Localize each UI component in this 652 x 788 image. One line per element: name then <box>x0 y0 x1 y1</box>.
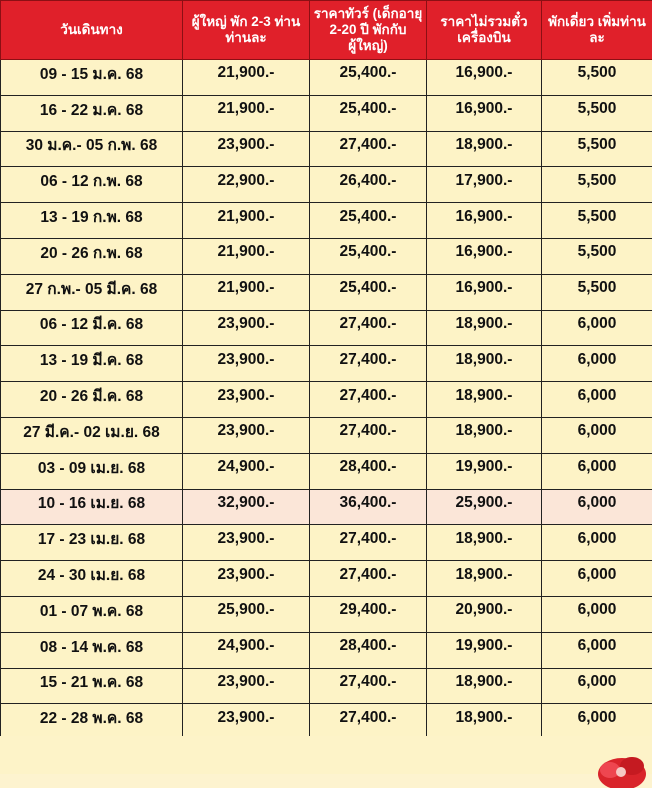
single-supplement-cell-text: 6,000 <box>578 566 617 584</box>
no-flight-price-cell <box>427 596 542 632</box>
child-price-cell-text: 26,400.- <box>340 172 397 190</box>
table-row <box>1 238 652 274</box>
no-flight-price-cell-text: 18,900.- <box>456 315 513 333</box>
date-cell-text: 03 - 09 เม.ย. 68 <box>38 455 145 480</box>
date-cell <box>1 60 183 96</box>
single-supplement-cell-text: 6,000 <box>578 637 617 655</box>
no-flight-price-cell-text: 16,900.- <box>456 64 513 82</box>
no-flight-price-cell-text: 16,900.- <box>456 100 513 118</box>
single-supplement-cell-text: 5,500 <box>578 279 617 297</box>
table-row <box>1 95 652 131</box>
date-cell-text: 13 - 19 ก.พ. 68 <box>40 204 142 229</box>
single-supplement-cell-text: 5,500 <box>578 172 617 190</box>
adult-price-cell <box>183 417 310 453</box>
child-price-cell-text: 27,400.- <box>340 673 397 691</box>
price-table-body <box>1 60 652 740</box>
child-price-cell-text: 25,400.- <box>340 243 397 261</box>
no-flight-price-cell <box>427 167 542 203</box>
no-flight-price-cell-text: 19,900.- <box>456 458 513 476</box>
child-price-cell-text: 27,400.- <box>340 422 397 440</box>
date-cell <box>1 203 183 239</box>
no-flight-price-cell <box>427 346 542 382</box>
child-price-cell <box>310 453 427 489</box>
child-price-cell-text: 25,400.- <box>340 279 397 297</box>
child-price-cell <box>310 632 427 668</box>
no-flight-price-cell-text: 18,900.- <box>456 566 513 584</box>
date-cell <box>1 704 183 740</box>
adult-price-cell-text: 21,900.- <box>218 64 275 82</box>
date-cell-text: 20 - 26 ก.พ. 68 <box>40 240 142 265</box>
date-cell-text: 17 - 23 เม.ย. 68 <box>38 526 145 551</box>
child-price-cell <box>310 596 427 632</box>
date-cell-text: 06 - 12 ก.พ. 68 <box>40 168 142 193</box>
date-cell-text: 06 - 12 มี.ค. 68 <box>40 311 143 336</box>
child-price-cell <box>310 274 427 310</box>
adult-price-cell <box>183 238 310 274</box>
single-supplement-cell <box>542 167 652 203</box>
single-supplement-cell-text: 6,000 <box>578 351 617 369</box>
single-supplement-cell-text: 6,000 <box>578 530 617 548</box>
single-supplement-cell <box>542 417 652 453</box>
adult-price-cell-text: 23,900.- <box>218 530 275 548</box>
adult-price-cell-text: 24,900.- <box>218 458 275 476</box>
single-supplement-cell-text: 5,500 <box>578 136 617 154</box>
adult-price-cell-text: 21,900.- <box>218 243 275 261</box>
single-supplement-cell <box>542 346 652 382</box>
adult-price-cell-text: 32,900.- <box>218 494 275 512</box>
adult-price-cell-text: 23,900.- <box>218 673 275 691</box>
single-supplement-cell <box>542 274 652 310</box>
adult-price-cell-text: 21,900.- <box>218 100 275 118</box>
table-row <box>1 310 652 346</box>
date-cell <box>1 167 183 203</box>
date-cell-text: 30 ม.ค.- 05 ก.พ. 68 <box>26 132 158 157</box>
single-supplement-cell-text: 6,000 <box>578 494 617 512</box>
date-cell-text: 08 - 14 พ.ค. 68 <box>40 634 143 659</box>
single-supplement-cell <box>542 489 652 525</box>
single-supplement-cell-text: 6,000 <box>578 422 617 440</box>
child-price-cell-text: 29,400.- <box>340 601 397 619</box>
adult-price-cell-text: 24,900.- <box>218 637 275 655</box>
no-flight-price-cell <box>427 238 542 274</box>
child-price-cell <box>310 131 427 167</box>
table-row <box>1 382 652 418</box>
date-cell-text: 20 - 26 มี.ค. 68 <box>40 383 143 408</box>
child-price-cell <box>310 382 427 418</box>
no-flight-price-cell <box>427 453 542 489</box>
no-flight-price-cell-text: 18,900.- <box>456 351 513 369</box>
footer-band <box>0 736 652 774</box>
adult-price-cell-text: 23,900.- <box>218 422 275 440</box>
single-supplement-cell-text: 6,000 <box>578 315 617 333</box>
date-cell <box>1 382 183 418</box>
table-row <box>1 704 652 740</box>
single-supplement-cell-text: 5,500 <box>578 208 617 226</box>
adult-price-cell <box>183 95 310 131</box>
no-flight-price-cell-text: 16,900.- <box>456 208 513 226</box>
no-flight-price-cell <box>427 203 542 239</box>
no-flight-price-cell <box>427 382 542 418</box>
date-cell <box>1 525 183 561</box>
single-supplement-cell <box>542 704 652 740</box>
flower-decoration-icon <box>588 748 652 788</box>
no-flight-price-cell-text: 18,900.- <box>456 673 513 691</box>
date-cell-text: 01 - 07 พ.ค. 68 <box>40 598 143 623</box>
no-flight-price-cell <box>427 131 542 167</box>
no-flight-price-cell-text: 18,900.- <box>456 422 513 440</box>
table-row <box>1 596 652 632</box>
table-row <box>1 131 652 167</box>
no-flight-price-cell-text: 18,900.- <box>456 387 513 405</box>
adult-price-cell <box>183 525 310 561</box>
child-price-cell-text: 28,400.- <box>340 637 397 655</box>
date-cell <box>1 95 183 131</box>
header-date: วันเดินทาง <box>1 1 183 60</box>
child-price-cell-text: 27,400.- <box>340 351 397 369</box>
date-cell-text: 27 ก.พ.- 05 มี.ค. 68 <box>26 276 158 301</box>
no-flight-price-cell <box>427 274 542 310</box>
date-cell-text: 13 - 19 มี.ค. 68 <box>40 347 143 372</box>
adult-price-cell <box>183 310 310 346</box>
single-supplement-cell-text: 5,500 <box>578 243 617 261</box>
single-supplement-cell-text: 5,500 <box>578 100 617 118</box>
child-price-cell-text: 27,400.- <box>340 387 397 405</box>
table-row <box>1 453 652 489</box>
single-supplement-cell <box>542 561 652 597</box>
single-supplement-cell-text: 6,000 <box>578 601 617 619</box>
adult-price-cell <box>183 561 310 597</box>
adult-price-cell-text: 23,900.- <box>218 351 275 369</box>
adult-price-cell-text: 23,900.- <box>218 136 275 154</box>
date-cell-text: 16 - 22 ม.ค. 68 <box>40 97 143 122</box>
child-price-cell-text: 25,400.- <box>340 100 397 118</box>
header-no-flight-price: ราคาไม่รวมตั๋ว เครื่องบิน <box>427 1 542 60</box>
single-supplement-cell-text: 6,000 <box>578 387 617 405</box>
single-supplement-cell <box>542 131 652 167</box>
adult-price-cell <box>183 203 310 239</box>
header-row <box>1 1 652 60</box>
single-supplement-cell-text: 6,000 <box>578 709 617 727</box>
no-flight-price-cell-text: 19,900.- <box>456 637 513 655</box>
single-supplement-cell-text: 5,500 <box>578 64 617 82</box>
table-row <box>1 668 652 704</box>
date-cell-text: 10 - 16 เม.ย. 68 <box>38 490 145 515</box>
no-flight-price-cell <box>427 417 542 453</box>
adult-price-cell <box>183 346 310 382</box>
adult-price-cell <box>183 668 310 704</box>
table-row <box>1 274 652 310</box>
child-price-cell-text: 25,400.- <box>340 208 397 226</box>
adult-price-cell-text: 22,900.- <box>218 172 275 190</box>
adult-price-cell-text: 25,900.- <box>218 601 275 619</box>
single-supplement-cell <box>542 238 652 274</box>
adult-price-cell <box>183 453 310 489</box>
adult-price-cell-text: 23,900.- <box>218 566 275 584</box>
date-cell <box>1 596 183 632</box>
adult-price-cell <box>183 632 310 668</box>
date-cell-text: 15 - 21 พ.ค. 68 <box>40 669 143 694</box>
child-price-cell <box>310 704 427 740</box>
table-row <box>1 167 652 203</box>
single-supplement-cell <box>542 310 652 346</box>
adult-price-cell-text: 23,900.- <box>218 387 275 405</box>
date-cell-text: 24 - 30 เม.ย. 68 <box>38 562 145 587</box>
date-cell <box>1 346 183 382</box>
date-cell <box>1 632 183 668</box>
date-cell <box>1 274 183 310</box>
child-price-cell <box>310 417 427 453</box>
adult-price-cell-text: 23,900.- <box>218 709 275 727</box>
table-row <box>1 346 652 382</box>
table-row <box>1 489 652 525</box>
no-flight-price-cell <box>427 561 542 597</box>
table-row <box>1 525 652 561</box>
child-price-cell <box>310 489 427 525</box>
child-price-cell <box>310 238 427 274</box>
date-cell <box>1 417 183 453</box>
no-flight-price-cell-text: 20,900.- <box>456 601 513 619</box>
adult-price-cell <box>183 274 310 310</box>
no-flight-price-cell <box>427 704 542 740</box>
child-price-cell <box>310 167 427 203</box>
single-supplement-cell <box>542 453 652 489</box>
child-price-cell <box>310 525 427 561</box>
no-flight-price-cell-text: 17,900.- <box>456 172 513 190</box>
date-cell <box>1 668 183 704</box>
child-price-cell-text: 27,400.- <box>340 530 397 548</box>
no-flight-price-cell-text: 16,900.- <box>456 279 513 297</box>
date-cell <box>1 238 183 274</box>
adult-price-cell <box>183 382 310 418</box>
single-supplement-cell <box>542 203 652 239</box>
child-price-cell-text: 27,400.- <box>340 136 397 154</box>
single-supplement-cell <box>542 382 652 418</box>
adult-price-cell <box>183 131 310 167</box>
adult-price-cell-text: 21,900.- <box>218 279 275 297</box>
no-flight-price-cell-text: 25,900.- <box>456 494 513 512</box>
child-price-cell <box>310 346 427 382</box>
child-price-cell-text: 28,400.- <box>340 458 397 476</box>
no-flight-price-cell <box>427 60 542 96</box>
single-supplement-cell-text: 6,000 <box>578 458 617 476</box>
single-supplement-cell <box>542 596 652 632</box>
adult-price-cell <box>183 60 310 96</box>
no-flight-price-cell <box>427 525 542 561</box>
table-row <box>1 203 652 239</box>
child-price-cell-text: 36,400.- <box>340 494 397 512</box>
table-row <box>1 60 652 96</box>
no-flight-price-cell-text: 18,900.- <box>456 530 513 548</box>
child-price-cell-text: 27,400.- <box>340 709 397 727</box>
child-price-cell <box>310 561 427 597</box>
no-flight-price-cell <box>427 489 542 525</box>
date-cell-text: 27 มี.ค.- 02 เม.ย. 68 <box>23 419 160 444</box>
no-flight-price-cell-text: 16,900.- <box>456 243 513 261</box>
no-flight-price-cell <box>427 310 542 346</box>
table-row <box>1 417 652 453</box>
adult-price-cell <box>183 704 310 740</box>
single-supplement-cell-text: 6,000 <box>578 673 617 691</box>
adult-price-cell-text: 21,900.- <box>218 208 275 226</box>
date-cell-text: 22 - 28 พ.ค. 68 <box>40 705 143 730</box>
child-price-cell <box>310 668 427 704</box>
child-price-cell <box>310 60 427 96</box>
date-cell <box>1 310 183 346</box>
child-price-cell-text: 27,400.- <box>340 315 397 333</box>
header-child-price: ราคาทัวร์ (เด็กอายุ 2-20 ปี พักกับผู้ใหญ่) <box>310 1 427 60</box>
no-flight-price-cell-text: 18,900.- <box>456 709 513 727</box>
child-price-cell <box>310 203 427 239</box>
single-supplement-cell <box>542 668 652 704</box>
date-cell <box>1 453 183 489</box>
no-flight-price-cell <box>427 668 542 704</box>
date-cell <box>1 131 183 167</box>
table-row <box>1 632 652 668</box>
no-flight-price-cell <box>427 95 542 131</box>
no-flight-price-cell <box>427 632 542 668</box>
header-adult-price: ผู้ใหญ่ พัก 2-3 ท่าน ท่านละ <box>183 1 310 60</box>
single-supplement-cell <box>542 95 652 131</box>
adult-price-cell <box>183 596 310 632</box>
adult-price-cell <box>183 167 310 203</box>
table-row <box>1 561 652 597</box>
single-supplement-cell <box>542 60 652 96</box>
date-cell <box>1 561 183 597</box>
child-price-cell <box>310 310 427 346</box>
no-flight-price-cell-text: 18,900.- <box>456 136 513 154</box>
child-price-cell-text: 27,400.- <box>340 566 397 584</box>
date-cell-text: 09 - 15 ม.ค. 68 <box>40 61 143 86</box>
date-cell <box>1 489 183 525</box>
adult-price-cell <box>183 489 310 525</box>
single-supplement-cell <box>542 525 652 561</box>
single-supplement-cell <box>542 632 652 668</box>
child-price-cell <box>310 95 427 131</box>
child-price-cell-text: 25,400.- <box>340 64 397 82</box>
adult-price-cell-text: 23,900.- <box>218 315 275 333</box>
header-single-supplement: พักเดี่ยว เพิ่มท่านละ <box>542 1 652 60</box>
